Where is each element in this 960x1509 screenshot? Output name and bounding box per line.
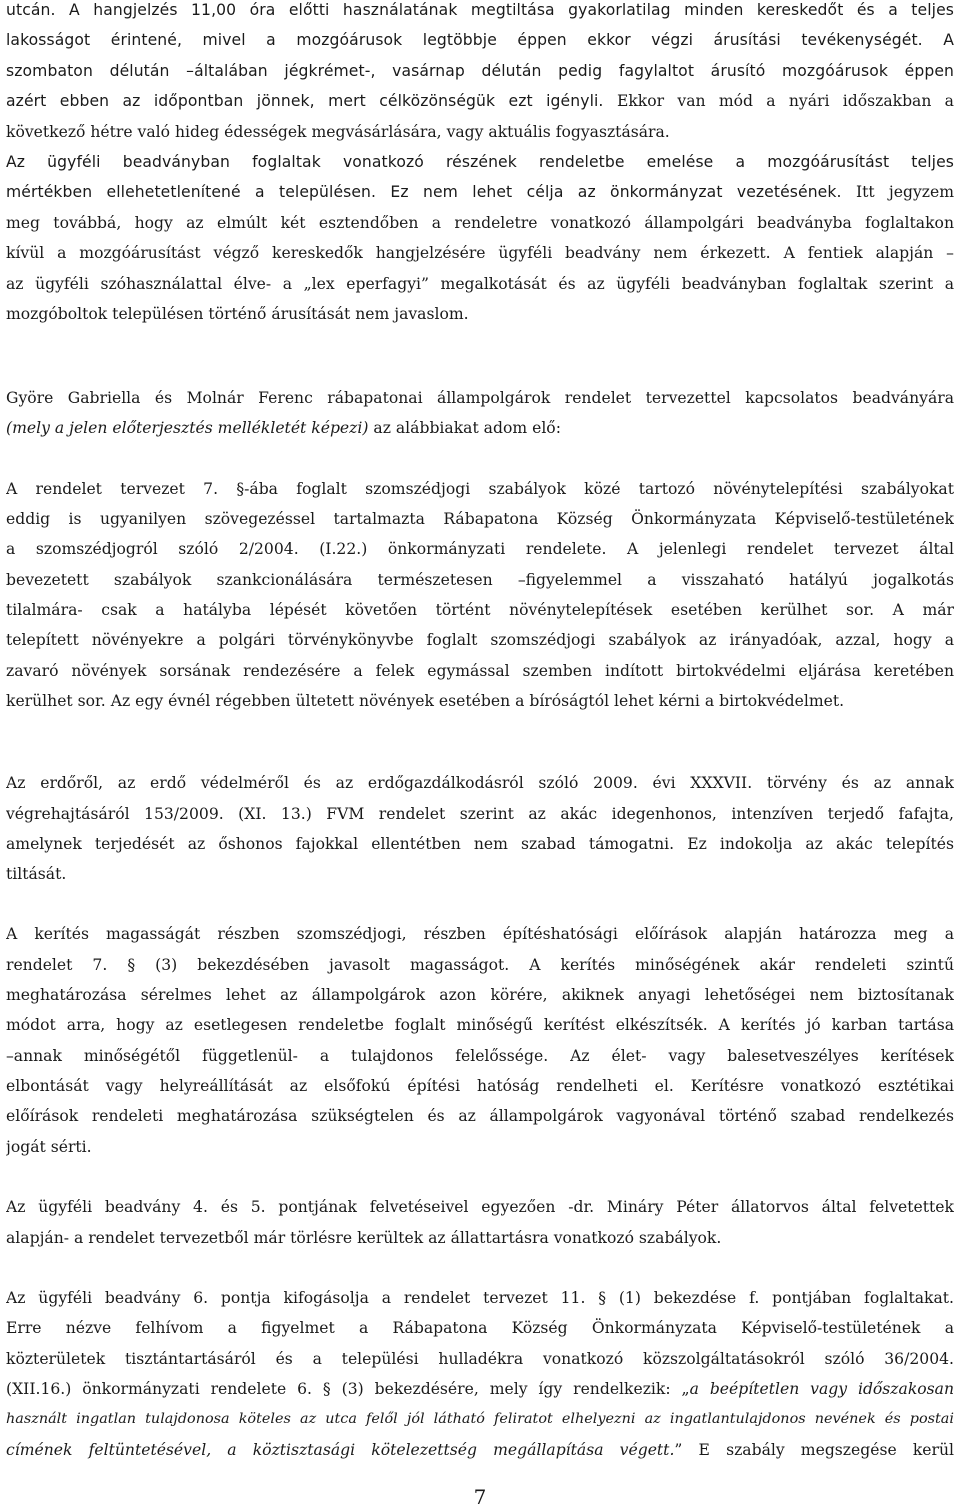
text-segment: (XII.16.) önkormányzati rendelete 6. § (3) bekezdésére, mely így rendelkezik: „ [6, 1380, 690, 1398]
text-line: lakosságot érintené, mivel a mozgóárusok legtöbbje éppen ekkor végzi árusítási tevékenységét. A [6, 31, 954, 49]
text-segment: mértékben ellehetetlenítené a településen. Ez nem lehet célja az önkormányzat vezetésének. [6, 183, 842, 201]
text-line: meghatározása sérelmes lehet az állampolgárok azon körére, akiknek anyagi lehetőségei nem biztosítanak [6, 986, 954, 1004]
text-line-mixed [6, 91, 954, 111]
text-line-mixed [6, 418, 954, 438]
text-line: előírások rendeleti meghatározása szükségtelen és az állampolgárok vagyonával történő szabad rendelkezés [6, 1107, 954, 1125]
text-segment: azért ebben az időpontban jönnek, mert célközönségük ezt igényli. [6, 92, 604, 110]
text-line: alapján- a rendelet tervezetből már törlésre kerültek az állattartásra vonatkozó szabályok. [6, 1229, 722, 1247]
text-segment: Ekkor van mód a nyári időszakban a [616, 92, 954, 110]
text-line: utcán. A hangjelzés 11,00 óra előtti használatának megtiltása gyakorlatilag minden kereskedőt és a teljes [6, 1, 954, 19]
text-line: módot arra, hogy az esetlegesen rendeletbe foglalt minőségű kerítést elkészítsék. A kerítés jó karban tartása [6, 1016, 954, 1034]
text-line: zavaró növények sorsának rendezésére a felek egymással szemben indított birtokvédelmi eljárása keretében [6, 662, 954, 680]
text-line: meg továbbá, hogy az elmúlt két esztendőben a rendeletre vonatkozó állampolgári beadványba foglaltakon [6, 214, 954, 232]
text-line: Erre nézve felhívom a figyelmet a Rábapatona Község Önkormányzata Képviselő-testületének a [6, 1319, 954, 1337]
text-line-mixed [6, 243, 954, 263]
text-line: Az erdőről, az erdő védelméről és az erdőgazdálkodásról szóló 2009. évi XXXVII. törvény és az annak [6, 774, 954, 792]
text-segment: az alábbiakat adom elő: [368, 419, 561, 437]
text-segment: Itt jegyzem [855, 183, 954, 201]
text-line: Az ügyféli beadvány 6. pontja kifogásolja a rendelet tervezet 11. § (1) bekezdése f. pontjában foglaltakat. [6, 1289, 954, 1307]
text-line: A rendelet tervezet 7. §-ába foglalt szomszédjogi szabályok közé tartozó növénytelepítési szabályokat [6, 480, 954, 498]
text-line: közterületek tisztántartásáról és a települési hulladékra vonatkozó közszolgáltatásokról szóló 36/2004. [6, 1350, 954, 1368]
text-line: az ügyféli szóhasználattal élve- a „lex eperfagyi” megalkotását és az ügyféli beadványban foglaltak szerint a [6, 275, 954, 293]
text-segment: ” E szabály megszegése kerül [674, 1441, 954, 1459]
text-line: Györe Gabriella és Molnár Ferenc rábapatonai állampolgárok rendelet tervezettel kapcsolatos beadványára [6, 389, 954, 407]
text-line: telepített növényekre a polgári törvénykönyvbe foglalt szomszédjogi szabályok az irányadóak, azzal, hogy a [6, 631, 954, 649]
text-line: szombaton délután –általában jégkrémet-, vasárnap délután pedig fagylaltot árusító mozgóárusok éppen [6, 62, 954, 80]
text-line-mixed [6, 1440, 954, 1460]
italic-quote: címének feltüntetésével, a köztisztasági kötelezettség megállapítása végett. [6, 1441, 675, 1459]
text-line-mixed [6, 182, 954, 202]
text-line: jogát sérti. [6, 1138, 92, 1156]
text-line: eddig is ugyanilyen szövegezéssel tartalmazta Rábapatona Község Önkormányzata Képviselő-testületének [6, 510, 954, 528]
text-line-mixed [6, 1379, 954, 1399]
text-line: Az ügyféli beadványban foglaltak vonatkozó részének rendeletbe emelése a mozgóárusítást teljes [6, 153, 954, 171]
text-line: elbontását vagy helyreállítását az elsőfokú építési hatóság rendelheti el. Kerítésre vonatkozó esztétikai [6, 1077, 954, 1095]
text-line: mozgóboltok településen történő árusítását nem javaslom. [6, 305, 469, 323]
text-line: –annak minőségétől függetlenül- a tulajdonos felelőssége. Az élet- vagy balesetveszélyes kerítések [6, 1047, 954, 1065]
text-line: rendelet 7. § (3) bekezdésében javasolt magasságot. A kerítés minőségének akár rendeleti szintű [6, 956, 954, 974]
text-line: Az ügyféli beadvány 4. és 5. pontjának felvetéseivel egyezően -dr. Mináry Péter állatorvos által felvetettek [6, 1198, 954, 1216]
italic-annex-note: (mely a jelen előterjesztés mellékletét képezi) [6, 419, 369, 437]
text-line: kerülhet sor. Az egy évnél régebben ültetett növények esetében a bíróságtól lehet kérni a birtokvédelmet. [6, 692, 845, 710]
text-line: bevezetett szabályok szankcionálására természetesen –figyelemmel a visszaható hatályú jogalkotás [6, 571, 954, 589]
italic-quote-line: használt ingatlan tulajdonosa köteles az utca felől jól látható feliratot elhelyezni az ingatlantulajdonos nevének és postai [6, 1411, 954, 1427]
text-line: tilalmára- csak a hatályba lépését követően történt növénytelepítések esetében kerülhet sor. A már [6, 601, 954, 619]
text-line: tiltását. [6, 865, 67, 883]
text-segment: kívül a mozgóárusítást végző kereskedők hangjelzésére ügyféli beadvány nem érkezett. [6, 244, 771, 262]
text-line: a szomszédjogról szóló 2/2004. (I.22.) önkormányzati rendelete. A jelenlegi rendelet tervezet által [6, 540, 954, 558]
text-line: amelynek terjedését az őshonos fajokkal ellentétben nem szabad támogatni. Ez indokolja az akác telepítés [6, 835, 954, 853]
text-line: A kerítés magasságát részben szomszédjogi, részben építéshatósági előírások alapján határozza meg a [6, 925, 954, 943]
text-line: végrehajtásáról 153/2009. (XI. 13.) FVM rendelet szerint az akác idegenhonos, intenzíven terjedő fafajta, [6, 805, 954, 823]
italic-quote: a beépítetlen vagy időszakosan [689, 1380, 954, 1398]
text-line: következő hétre való hideg édességek megvásárlására, vagy aktuális fogyasztására. [6, 123, 670, 141]
text-segment: A fentiek alapján – [783, 244, 954, 262]
page-number: 7 [473, 1485, 487, 1509]
